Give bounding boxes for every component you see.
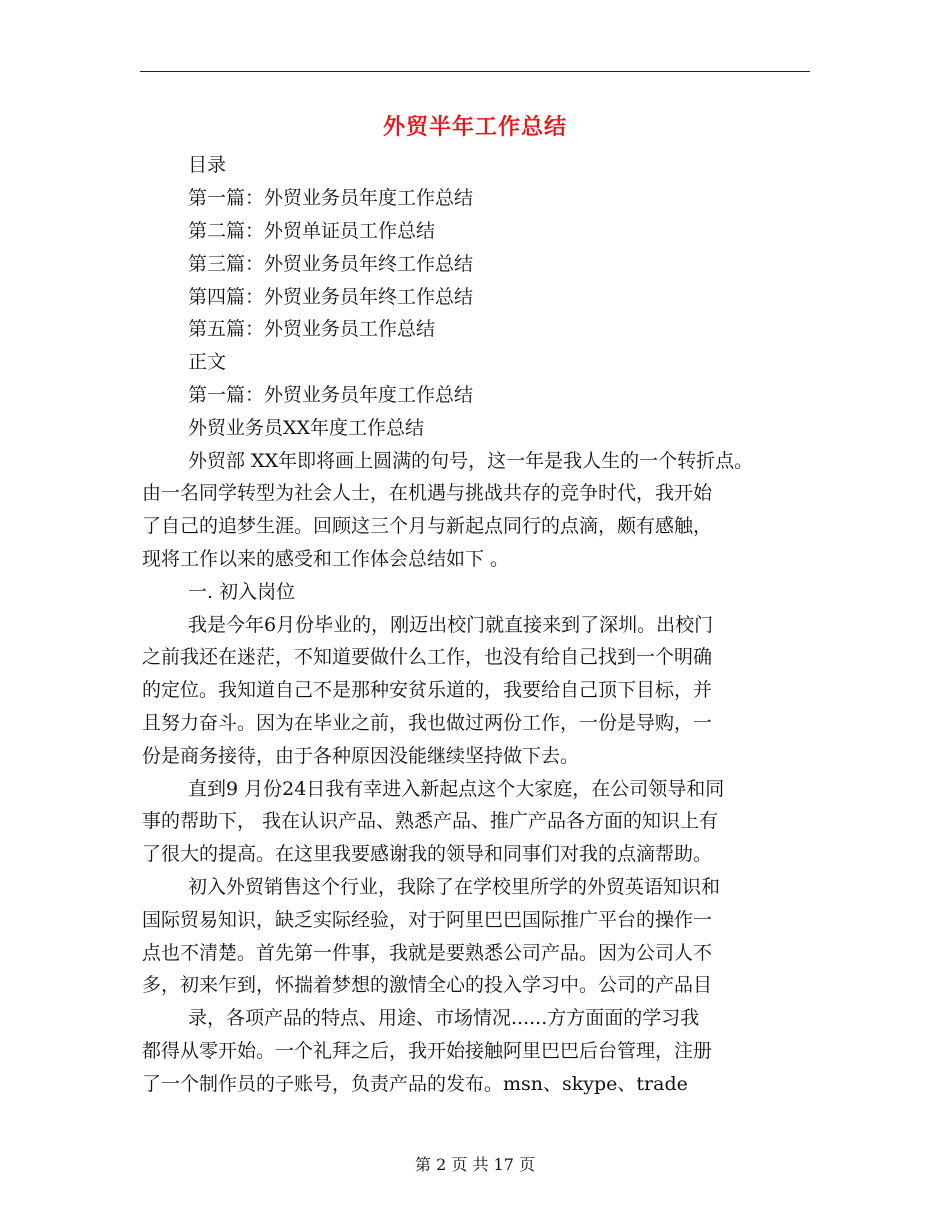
header-rule	[140, 71, 810, 72]
toc-heading: 目录	[188, 154, 227, 176]
paragraph-line: 了很大的提高。在这里我要感谢我的领导和同事们对我的点滴帮助。	[142, 843, 713, 865]
paragraph-line: 直到9 月份24日我有幸进入新起点这个大家庭，在公司领导和同	[188, 778, 725, 800]
paragraph-line: 录，各项产品的特点、用途、市场情况......方方面面的学习我	[188, 1007, 700, 1029]
section-heading: 一. 初入岗位	[188, 581, 296, 603]
paragraph-line: 多，初来乍到，怀揣着梦想的激情全心的投入学习中。公司的产品目	[142, 974, 713, 996]
toc-item: 第五篇：外贸业务员工作总结	[188, 318, 436, 340]
paragraph-line: 我是今年6月份毕业的，刚迈出校门就直接来到了深圳。出校门	[188, 614, 714, 636]
paragraph-line: 初入外贸销售这个行业，我除了在学校里所学的外贸英语知识和	[188, 876, 721, 898]
paragraph-line: 国际贸易知识，缺乏实际经验，对于阿里巴巴国际推广平台的操作一	[142, 909, 713, 931]
toc-item: 第一篇：外贸业务员年度工作总结	[188, 187, 474, 209]
body-heading: 正文	[188, 351, 227, 373]
paragraph-line: 了一个制作员的子账号，负责产品的发布。msn、skype、trade	[142, 1073, 688, 1095]
paragraph-line: 的定位。我知道自己不是那种安贫乐道的，我要给自己顶下目标，并	[142, 679, 713, 701]
paragraph-line: 外贸部 XX年即将画上圆满的句号，这一年是我人生的一个转折点。	[188, 450, 754, 472]
paragraph-line: 且努力奋斗。因为在毕业之前，我也做过两份工作，一份是导购，一	[142, 712, 713, 734]
chapter-subtitle: 外贸业务员XX年度工作总结	[188, 417, 425, 439]
paragraph-line: 份是商务接待，由于各种原因没能继续坚持做下去。	[142, 745, 580, 767]
paragraph-line: 事的帮助下， 我在认识产品、熟悉产品、推广产品各方面的知识上有	[142, 810, 719, 832]
toc-item: 第二篇：外贸单证员工作总结	[188, 220, 436, 242]
toc-item: 第三篇：外贸业务员年终工作总结	[188, 253, 474, 275]
page-number: 第 2 页 共 17 页	[415, 1155, 535, 1174]
paragraph-line: 点也不清楚。首先第一件事，我就是要熟悉公司产品。因为公司人不	[142, 942, 713, 964]
toc-item: 第四篇：外贸业务员年终工作总结	[188, 286, 474, 308]
paragraph-line: 之前我还在迷茫，不知道要做什么工作，也没有给自己找到一个明确	[142, 646, 713, 668]
document-title: 外贸半年工作总结	[382, 115, 567, 140]
paragraph-line: 都得从零开始。一个礼拜之后，我开始接触阿里巴巴后台管理，注册	[142, 1040, 713, 1062]
chapter-title: 第一篇：外贸业务员年度工作总结	[188, 384, 474, 406]
paragraph-line: 现将工作以来的感受和工作体会总结如下 。	[142, 548, 510, 570]
paragraph-line: 由一名同学转型为社会人士，在机遇与挑战共存的竞争时代，我开始	[142, 482, 713, 504]
paragraph-line: 了自己的追梦生涯。回顾这三个月与新起点同行的点滴，颇有感触，	[142, 515, 713, 537]
